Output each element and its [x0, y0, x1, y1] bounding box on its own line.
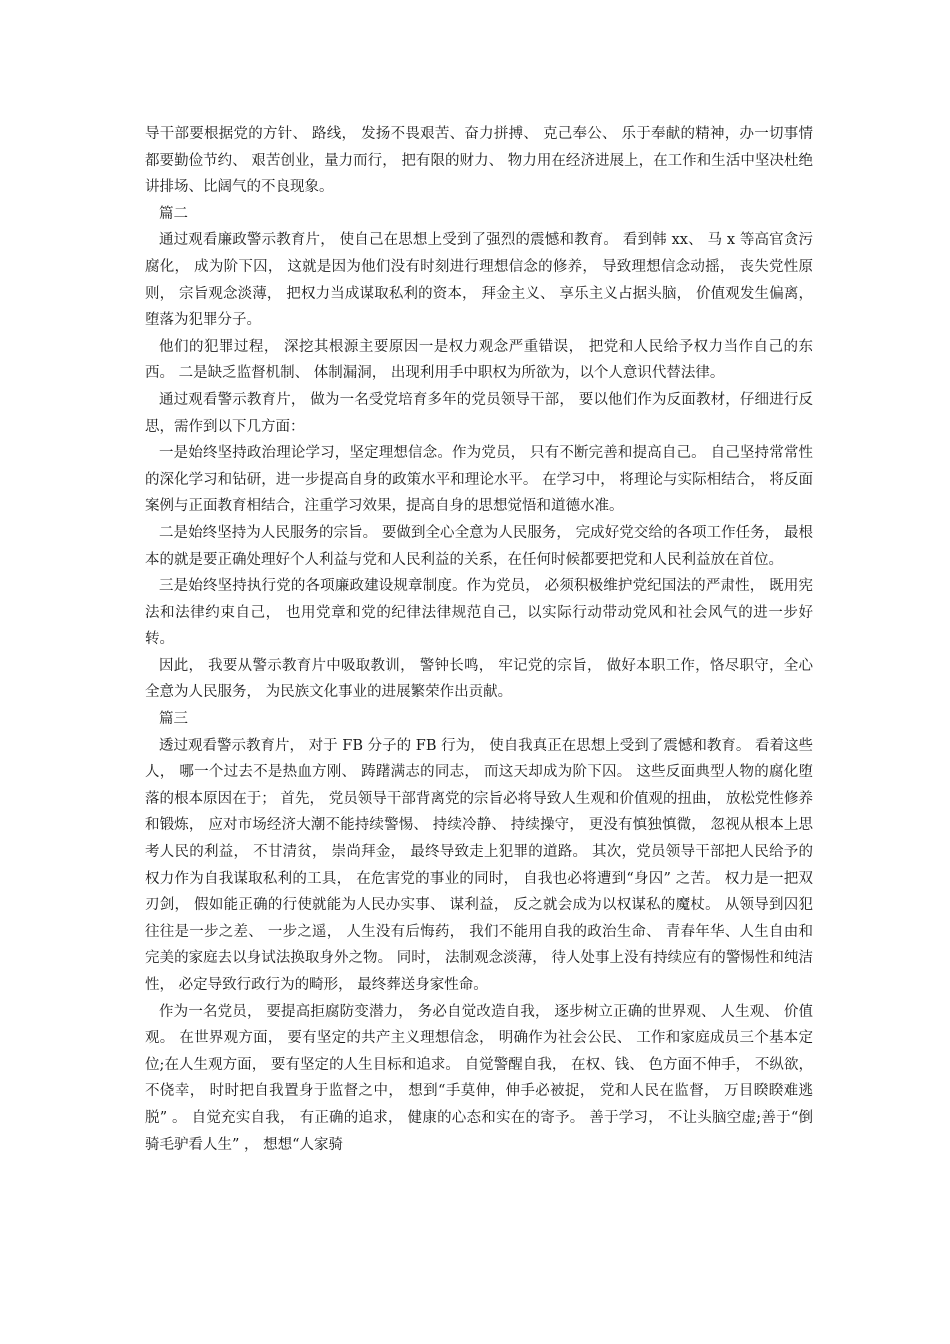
- body-paragraph: 一是始终坚持政治理论学习，坚定理想信念。作为党员， 只有不断完善和提高自己。 自己坚持常常性的深化学习和钻研，进一步提高自身的政策水平和理论水平。 在学习中， 将理论与实际相结合， 将反面案例与正面教育相结合，注重学习效果，提高自身的思想觉悟和道德水准。: [145, 445, 813, 515]
- body-paragraph: 三是始终坚持执行党的各项廉政建设规章制度。作为党员， 必须积极维护党纪国法的严肃性， 既用宪法和法律约束自己， 也用党章和党的纪律法律规范自己，以实际行动带动党风和社会风气的进一步好转。: [145, 578, 813, 648]
- section-heading: 篇三: [159, 711, 188, 728]
- body-paragraph: 作为一名党员， 要提高拒腐防变潜力， 务必自觉改造自我， 逐步树立正确的世界观、 人生观、 价值观。 在世界观方面， 要有坚定的共产主义理想信念， 明确作为社会公民、 工作和家庭成员三个基本定位;在人生观方面， 要有坚定的人生目标和追求。 自觉警醒自我， 在权、钱、 色方面不伸手， 不纵欲， 不侥幸， 时时把自我置身于监督之中， 想到“手莫伸，伸手必被捉， 党和人民在监督， 万目睽睽难逃脱” 。 自觉充实自我， 有正确的追求， 健康的心态和实在的寄予。 善于学习， 不让头脑空虚;善于“倒骑毛驴看人生” ， 想想“人家骑: [145, 1003, 813, 1153]
- body-paragraph: 通过观看廉政警示教育片， 使自己在思想上受到了强烈的震憾和教育。 看到韩 xx、 马 x 等高官贪污腐化， 成为阶下囚， 这就是因为他们没有时刻进行理想信念的修养， 导致理想信念动摇， 丧失党性原则， 宗旨观念淡薄， 把权力当成谋取私利的资本， 拜金主义、 享乐主义占据头脑， 价值观发生偏离， 堕落为犯罪分子。: [145, 232, 813, 329]
- document-body: [145, 121, 813, 1158]
- body-paragraph: 二是始终坚持为人民服务的宗旨。 要做到全心全意为人民服务， 完成好党交给的各项工作任务， 最根本的就是要正确处理好个人利益与党和人民利益的关系，在任何时候都要把党和人民利益放在首位。: [145, 524, 813, 568]
- body-paragraph: 他们的犯罪过程， 深挖其根源主要原因一是权力观念严重错误， 把党和人民给予权力当作自己的东西。 二是缺乏监督机制、 体制漏洞， 出现利用手中职权为所欲为，以个人意识代替法律。: [145, 338, 813, 382]
- body-paragraph: 导干部要根据党的方针、 路线， 发扬不畏艰苦、奋力拼搏、 克己奉公、 乐于奉献的精神，办一切事情都要勤俭节约、 艰苦创业，量力而行， 把有限的财力、 物力用在经济进展上，在工作和生活中坚决杜绝讲排场、比阔气的不良现象。: [145, 126, 813, 196]
- body-paragraph: 因此， 我要从警示教育片中吸取教训， 警钟长鸣， 牢记党的宗旨， 做好本职工作，恪尽职守，全心全意为人民服务， 为民族文化事业的进展繁荣作出贡献。: [145, 657, 813, 701]
- body-paragraph: 通过观看警示教育片， 做为一名受党培育多年的党员领导干部， 要以他们作为反面教材，仔细进行反思，需作到以下几方面：: [145, 391, 813, 435]
- body-paragraph: 透过观看警示教育片， 对于 FB 分子的 FB 行为， 使自我真正在思想上受到了震憾和教育。 看着这些人， 哪一个过去不是热血方刚、 踌躇满志的同志， 而这天却成为阶下囚。 这些反面典型人物的腐化堕落的根本原因在于； 首先， 党员领导干部背离党的宗旨必将导致人生观和价值观的扭曲， 放松党性修养和锻炼， 应对市场经济大潮不能持续警惕、 持续冷静、 持续操守， 更没有慎独慎微， 忽视从根本上思考人民的利益， 不甘清贫， 崇尚拜金， 最终导致走上犯罪的道路。 其次，党员领导干部把人民给予的权力作为自我谋取私利的工具， 在危害党的事业的同时， 自我也必将遭到“身囚” 之苦。 权力是一把双刃剑， 假如能正确的行使就能为人民办实事、 谋利益， 反之就会成为以权谋私的魔杖。 从领导到囚犯往往是一步之差、 一步之遥， 人生没有后悔药， 我们不能用自我的政治生命、 青春年华、人生自由和完美的家庭去以身试法换取身外之物。 同时， 法制观念淡薄， 待人处事上没有持续应有的警惕性和纯洁性， 必定导致行政行为的畸形， 最终葬送身家性命。: [145, 737, 813, 993]
- section-heading: 篇二: [159, 205, 188, 222]
